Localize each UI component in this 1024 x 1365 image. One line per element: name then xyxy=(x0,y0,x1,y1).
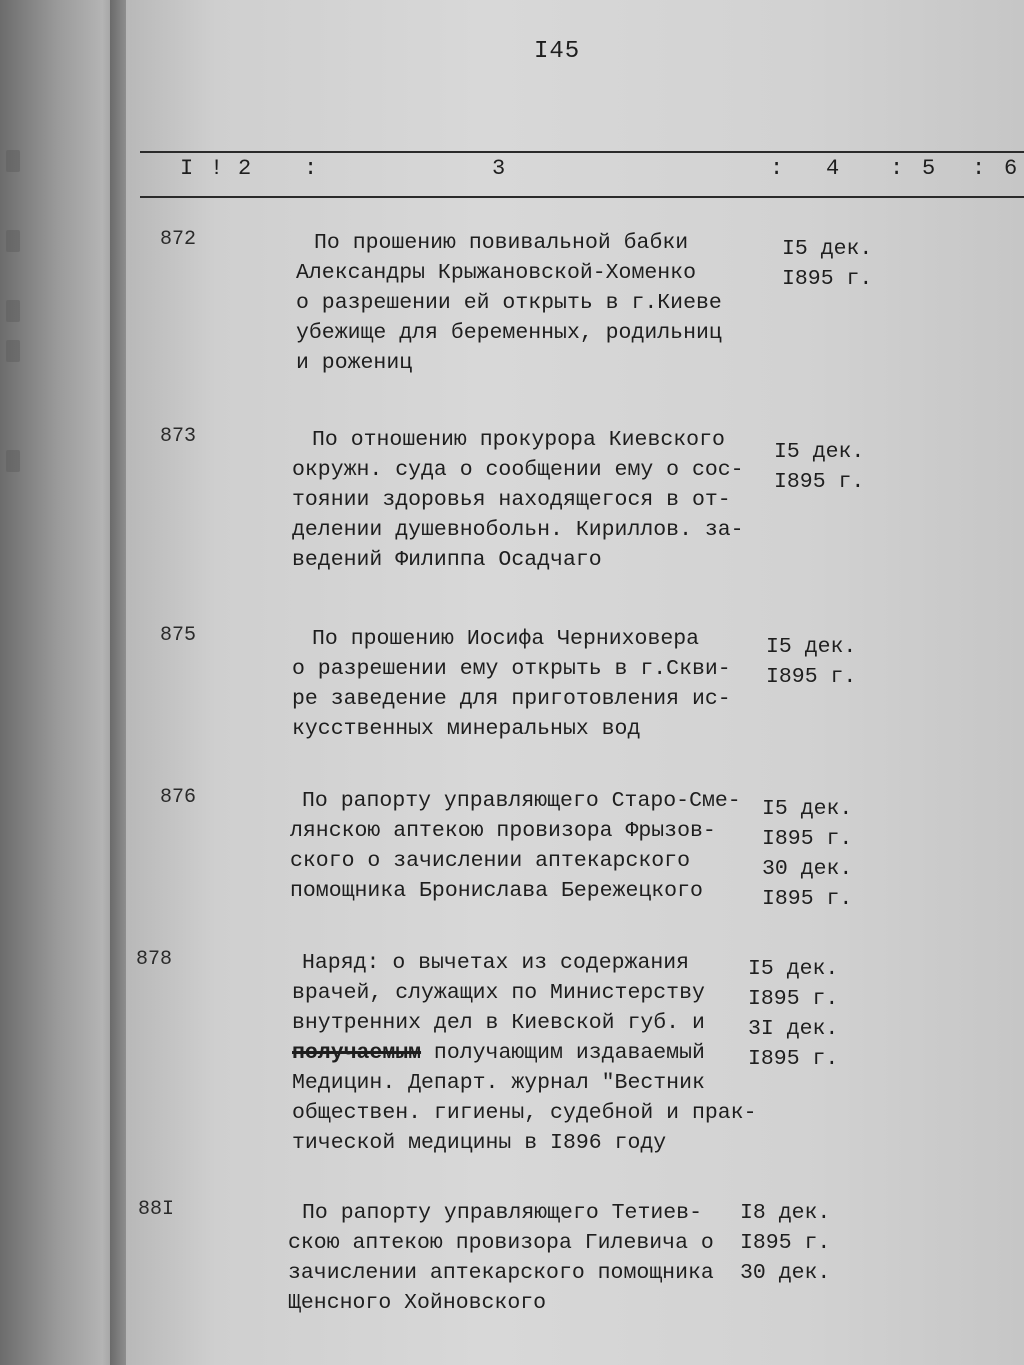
date-line: I895 г. xyxy=(782,267,873,291)
col-header-1: I xyxy=(180,156,194,181)
description-line: о разрешении ей открыть в г.Киеве xyxy=(296,291,722,315)
description-line: По прошению повивальной бабки xyxy=(314,231,689,255)
description-line: Медицин. Департ. журнал "Вестник xyxy=(292,1071,705,1095)
description-line xyxy=(292,1038,762,1068)
entry-dates xyxy=(774,437,904,497)
description-line: обществен. гигиены, судебной и прак- xyxy=(292,1101,757,1125)
description-line: Александры Крыжановской-Хоменко xyxy=(296,261,696,285)
left-page-mark xyxy=(6,230,20,252)
entry-description xyxy=(292,425,762,575)
page-number: I45 xyxy=(534,38,581,65)
description-line: ре заведение для приготовления ис- xyxy=(292,687,731,711)
description-line: кусственных минеральных вод xyxy=(292,717,641,741)
description-line: окружн. суда о сообщении ему о сос- xyxy=(292,458,744,482)
entry-number: 878 xyxy=(136,948,173,971)
description-text: получающим издаваемый xyxy=(421,1041,705,1065)
description-line: Наряд: о вычетах из содержания xyxy=(302,951,690,975)
description-line: ского о зачислении аптекарского xyxy=(290,849,690,873)
description-line: убежище для беременных, родильниц xyxy=(296,321,722,345)
left-page-mark xyxy=(6,340,20,362)
date-line: I895 г. xyxy=(766,665,857,689)
left-page-mark xyxy=(6,450,20,472)
header-bottom-rule xyxy=(140,196,1024,198)
description-line: и рожениц xyxy=(296,351,413,375)
col-header-sep: : xyxy=(304,156,318,181)
entry-dates xyxy=(748,954,878,1074)
description-line: По отношению прокурора Киевского xyxy=(312,428,725,452)
entry-description xyxy=(296,228,766,378)
entry-description xyxy=(288,1198,758,1318)
entry-description xyxy=(292,948,762,1158)
left-page-edge xyxy=(0,0,128,1365)
left-page-mark xyxy=(6,300,20,322)
description-line: врачей, служащих по Министерству xyxy=(292,981,705,1005)
entry-number: 88I xyxy=(138,1198,175,1221)
col-header-sep: : xyxy=(890,156,904,181)
date-line: I5 дек. xyxy=(774,440,865,464)
entry-description xyxy=(292,624,762,744)
date-line: I895 г. xyxy=(762,887,853,911)
description-line: тоянии здоровья находящегося в от- xyxy=(292,488,731,512)
col-header-3: 3 xyxy=(492,156,506,181)
column-header xyxy=(140,156,1024,190)
description-line: помощника Бронислава Бережецкого xyxy=(290,879,703,903)
date-line: I8 дек. xyxy=(740,1201,831,1225)
col-header-4: 4 xyxy=(826,156,840,181)
entry-number: 875 xyxy=(160,624,197,647)
date-line: I5 дек. xyxy=(766,635,857,659)
entry-number: 876 xyxy=(160,786,197,809)
entry-description xyxy=(290,786,760,906)
description-line: о разрешении ему открыть в г.Скви- xyxy=(292,657,731,681)
date-line: I5 дек. xyxy=(748,957,839,981)
date-line: I895 г. xyxy=(740,1231,831,1255)
description-line: По прошению Иосифа Черниховера xyxy=(312,627,700,651)
entry-dates xyxy=(762,794,892,914)
header-top-rule xyxy=(140,151,1024,153)
description-line: По рапорту управляющего Тетиев- xyxy=(302,1201,702,1225)
date-line: 30 дек. xyxy=(762,857,853,881)
description-line: зачислении аптекарского помощника xyxy=(288,1261,714,1285)
date-line: I895 г. xyxy=(774,470,865,494)
col-header-6: 6 xyxy=(1004,156,1018,181)
col-header-5: 5 xyxy=(922,156,936,181)
col-header-sep: : xyxy=(972,156,986,181)
entry-dates xyxy=(740,1198,870,1288)
struck-out-word: получаемым xyxy=(292,1041,422,1065)
description-line: делении душевнобольн. Кириллов. за- xyxy=(292,518,744,542)
date-line: I895 г. xyxy=(748,1047,839,1071)
entry-number: 872 xyxy=(160,228,197,251)
entry-dates xyxy=(766,632,896,692)
date-line: 30 дек. xyxy=(740,1261,831,1285)
date-line: 3I дек. xyxy=(748,1017,839,1041)
col-header-2: 2 xyxy=(238,156,252,181)
document-page xyxy=(126,0,1024,1365)
date-line: I5 дек. xyxy=(782,237,873,261)
description-line: скою аптекою провизора Гилевича о xyxy=(288,1231,714,1255)
col-header-sep: ! xyxy=(210,156,224,181)
description-line: лянскою аптекою провизора Фрызов- xyxy=(290,819,716,843)
date-line: I5 дек. xyxy=(762,797,853,821)
description-line: По рапорту управляющего Старо-Сме- xyxy=(302,789,741,813)
description-line: Щенсного Хойновского xyxy=(288,1291,547,1315)
left-page-mark xyxy=(6,150,20,172)
entry-dates xyxy=(782,234,912,294)
description-line: внутренних дел в Киевской губ. и xyxy=(292,1011,705,1035)
col-header-sep: : xyxy=(770,156,784,181)
entry-number: 873 xyxy=(160,425,197,448)
description-line: ведений Филиппа Осадчаго xyxy=(292,548,602,572)
date-line: I895 г. xyxy=(762,827,853,851)
description-line: тической медицины в I896 году xyxy=(292,1131,667,1155)
date-line: I895 г. xyxy=(748,987,839,1011)
